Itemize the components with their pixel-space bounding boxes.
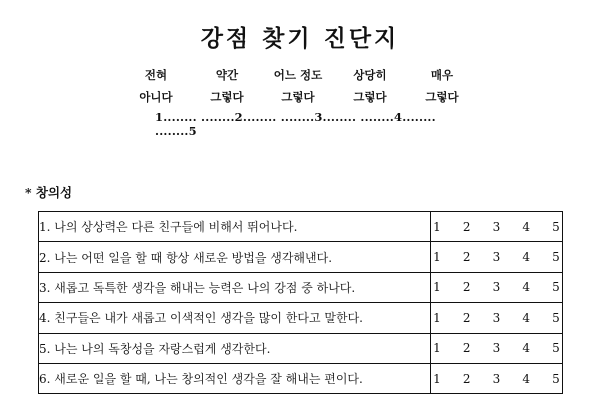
table-row [39,303,563,333]
answer-options [431,363,563,393]
scale-label-5-line2: 그렇다 [425,90,459,104]
table-row [39,272,563,302]
page-title: 강점 찾기 진단지 [200,25,400,52]
option-1[interactable]: 1 [433,371,441,386]
table-row [39,363,563,393]
option-5[interactable]: 5 [552,280,560,295]
option-1[interactable]: 1 [433,219,441,234]
scale-label-2 [192,64,262,108]
scale-label-1-line1: 전혀 [144,68,168,82]
scale-label-1 [121,64,191,108]
option-2[interactable]: 2 [462,310,471,325]
table-row [39,242,563,272]
question-text: 3. 새롭고 독특한 생각을 해내는 능력은 나의 강점 중 하나다. [39,272,431,302]
question-text: 6. 새로운 일을 할 때, 나는 창의적인 생각을 잘 해내는 편이다. [39,363,431,393]
option-2[interactable]: 2 [462,250,471,265]
answer-options [431,333,563,363]
option-3[interactable]: 3 [492,310,501,325]
question-text: 4. 친구들은 내가 새롭고 이색적인 생각을 많이 한다고 말한다. [39,303,431,333]
scale-label-3-line2: 그렇다 [281,90,315,104]
option-3[interactable]: 3 [492,371,501,386]
option-1[interactable]: 1 [433,310,441,325]
question-table [38,211,563,394]
option-4[interactable]: 4 [522,250,531,265]
scale-label-2-line1: 약간 [215,68,239,82]
option-4[interactable]: 4 [522,219,531,234]
scale-label-3 [263,64,333,108]
option-2[interactable]: 2 [462,280,471,295]
option-2[interactable]: 2 [462,371,471,386]
question-text: 5. 나는 나의 독창성을 자랑스럽게 생각한다. [39,333,431,363]
scale-label-4-line2: 그렇다 [353,90,387,104]
answer-options [431,303,563,333]
option-1[interactable]: 1 [433,280,441,295]
option-4[interactable]: 4 [522,310,531,325]
option-2[interactable]: 2 [462,219,471,234]
scale-label-5-line1: 매우 [430,68,454,82]
option-5[interactable]: 5 [552,250,560,265]
option-2[interactable]: 2 [462,341,471,356]
option-1[interactable]: 1 [433,250,441,265]
option-5[interactable]: 5 [552,310,560,325]
option-4[interactable]: 4 [522,371,531,386]
answer-options [431,272,563,302]
option-5[interactable]: 5 [552,341,560,356]
answer-options [431,242,563,272]
section-title: * 창의성 [25,185,73,200]
scale-number-line: 1........ ........2........ ........3........ ........4........ ........5 [155,110,436,138]
option-1[interactable]: 1 [433,341,441,356]
scale-label-4-line1: 상당히 [353,68,387,82]
table-row [39,333,563,363]
option-3[interactable]: 3 [492,280,501,295]
scale-label-4 [335,64,405,108]
option-3[interactable]: 3 [492,219,501,234]
scale-label-2-line2: 그렇다 [210,90,244,104]
option-4[interactable]: 4 [522,280,531,295]
scale-label-3-line1: 어느 정도 [273,68,323,82]
option-5[interactable]: 5 [552,371,560,386]
option-5[interactable]: 5 [552,219,560,234]
table-row [39,212,563,242]
scale-label-5 [407,64,477,108]
scale-label-1-line2: 아니다 [139,90,173,104]
option-3[interactable]: 3 [492,341,501,356]
answer-options [431,212,563,242]
option-4[interactable]: 4 [522,341,531,356]
option-3[interactable]: 3 [492,250,501,265]
question-text: 2. 나는 어떤 일을 할 때 항상 새로운 방법을 생각해낸다. [39,242,431,272]
question-text: 1. 나의 상상력은 다른 친구들에 비해서 뛰어나다. [39,212,431,242]
